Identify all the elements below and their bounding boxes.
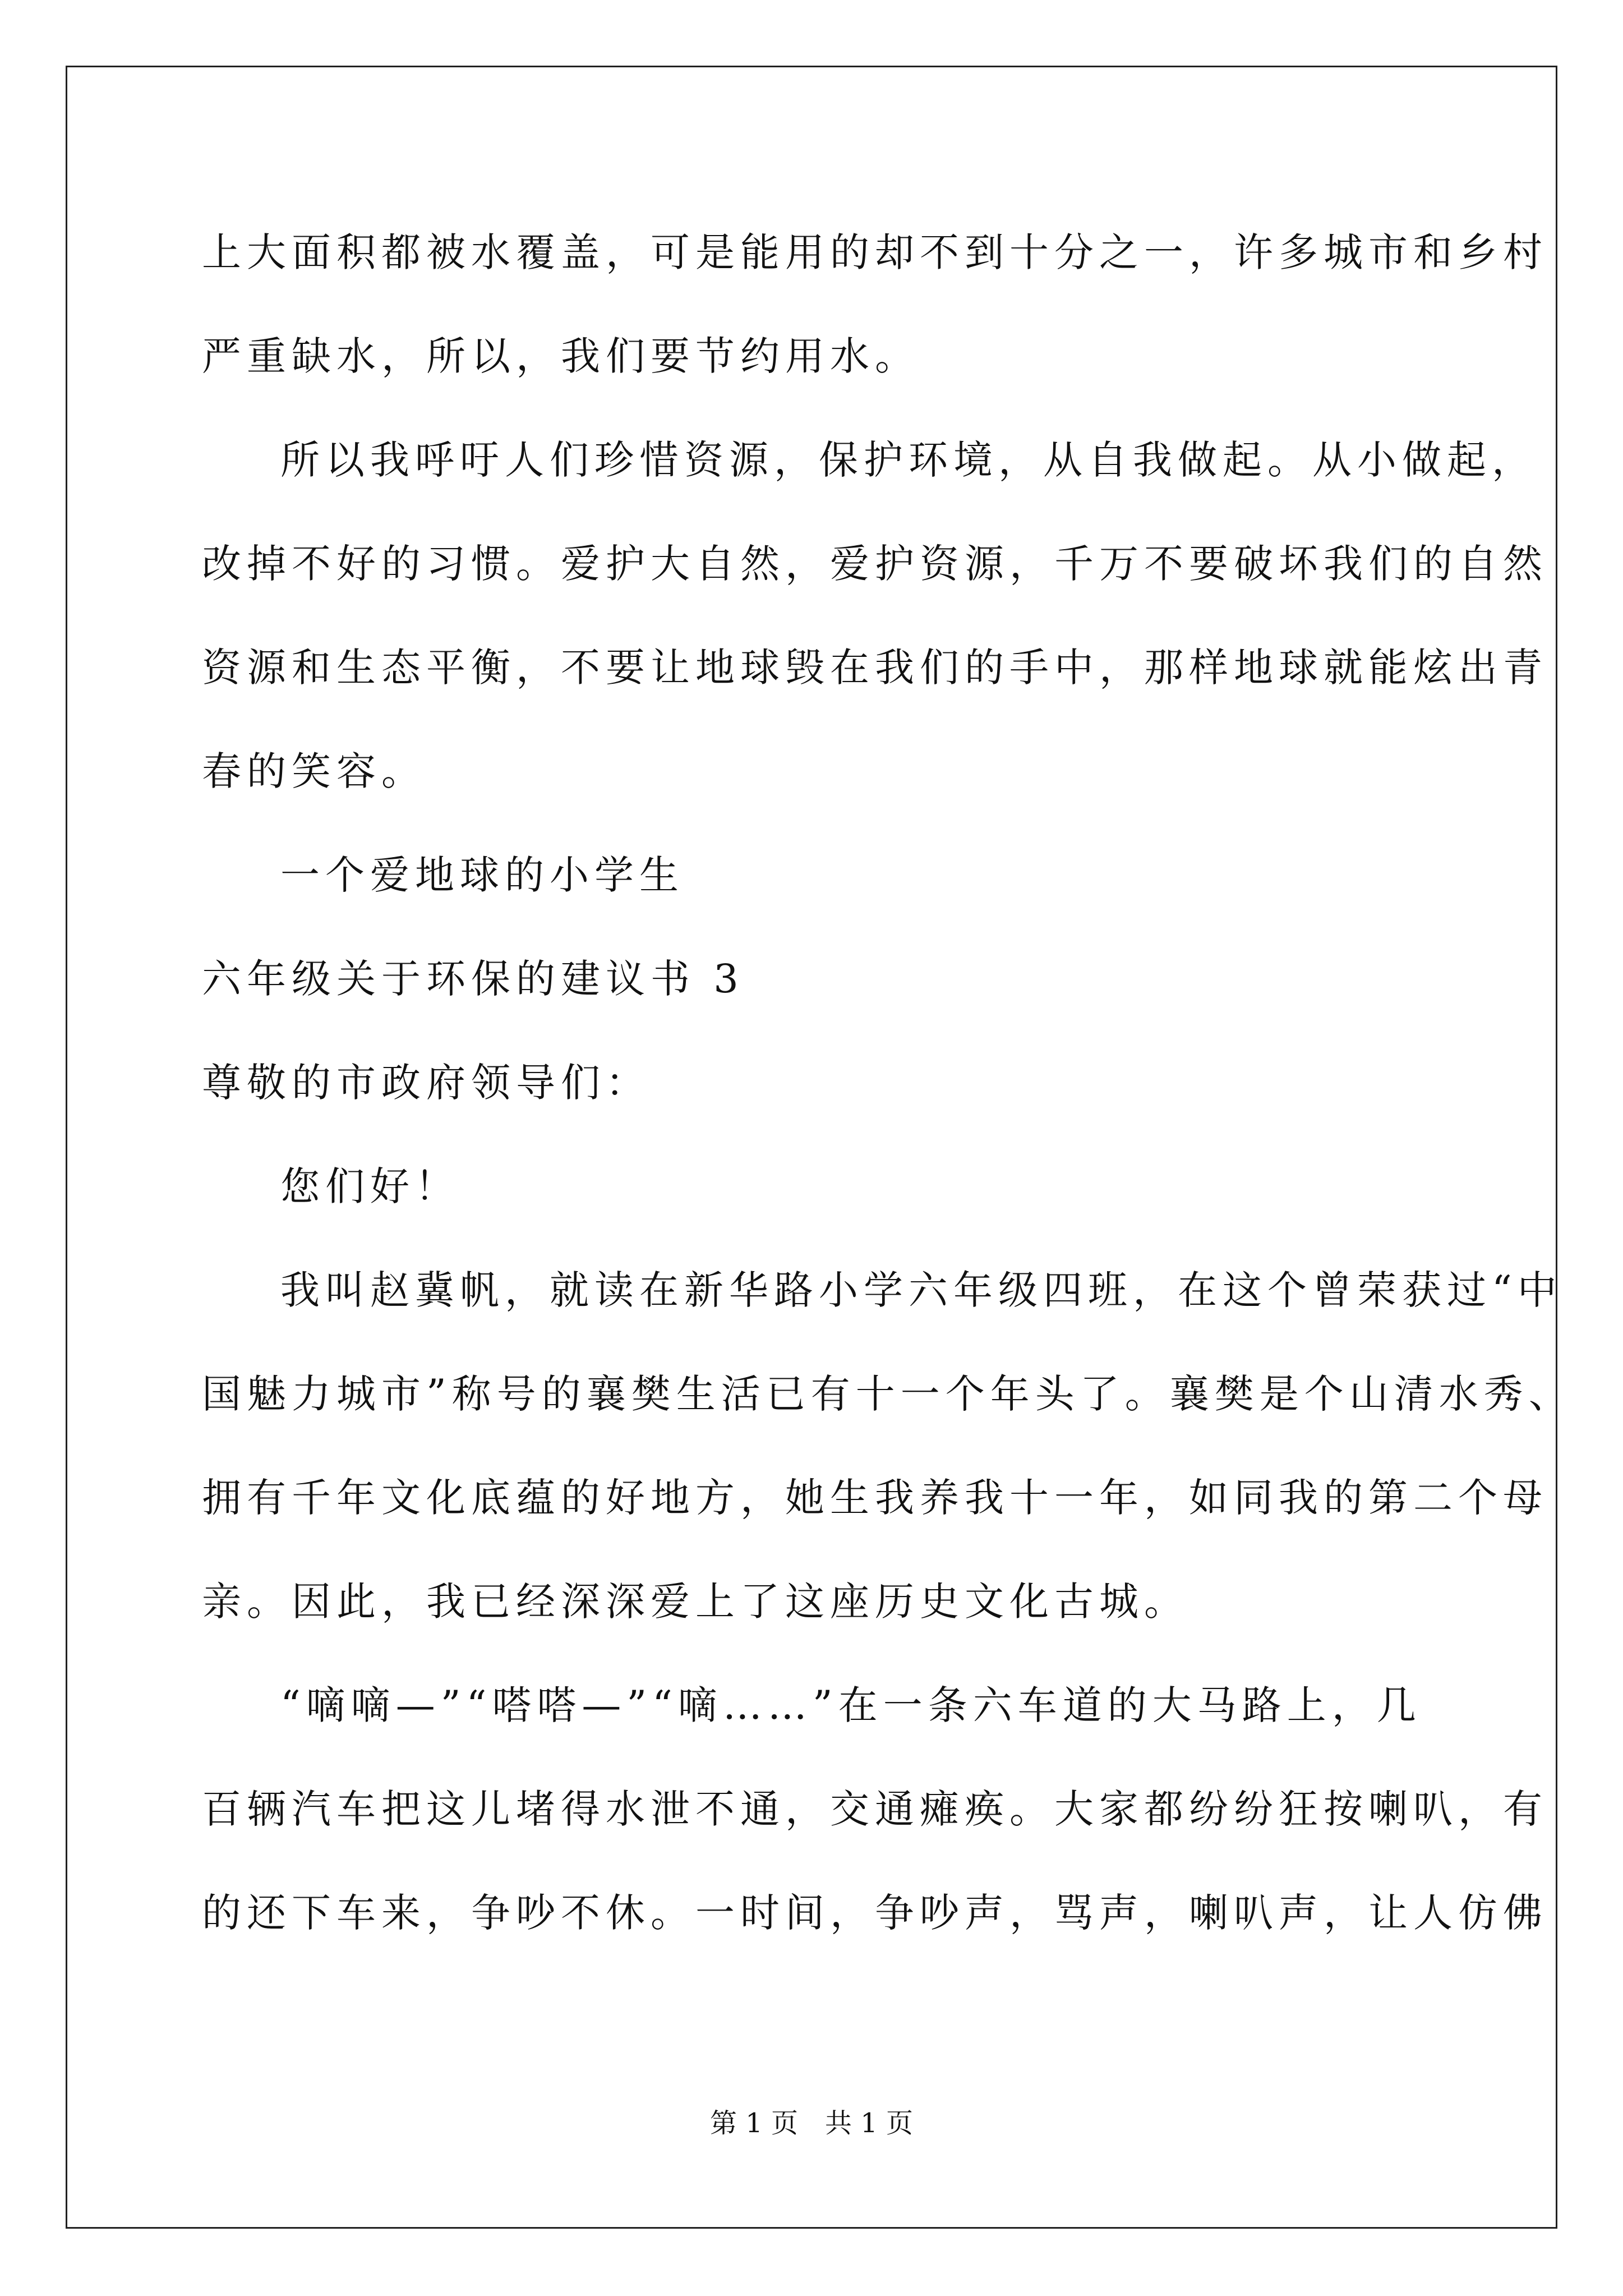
text-line: 严重缺水，所以，我们要节约用水。: [202, 333, 920, 379]
signature-line: 一个爱地球的小学生: [280, 852, 684, 898]
text-line: 改掉不好的习惯。爱护大自然，爱护资源，千万不要破坏我们的自然: [202, 541, 1548, 587]
text-line: 所以我呼吁人们珍惜资源，保护环境，从自我做起。从小做起，: [280, 437, 1537, 483]
text-line: 春的笑容。: [202, 748, 426, 794]
text-line: 上大面积都被水覆盖，可是能用的却不到十分之一，许多城市和乡村: [202, 229, 1548, 275]
text-line: 我叫赵冀帆，就读在新华路小学六年级四班，在这个曾荣获过“中: [280, 1267, 1562, 1313]
greeting: 您们好！: [280, 1163, 460, 1209]
page-number-footer: 第 1 页 共 1 页: [709, 2108, 914, 2139]
text-line: 拥有千年文化底蕴的好地方，她生我养我十一年，如同我的第二个母: [202, 1475, 1548, 1521]
text-line: 百辆汽车把这儿堵得水泄不通，交通瘫痪。大家都纷纷狂按喇叭，有: [202, 1786, 1548, 1832]
text-line: 资源和生态平衡，不要让地球毁在我们的手中，那样地球就能炫出青: [202, 645, 1548, 691]
salutation: 尊敬的市政府领导们：: [202, 1060, 651, 1106]
text-line: “嘀嘀—”“嗒嗒—”“嘀……”在一条六车道的大马路上，几: [280, 1682, 1422, 1728]
section-title: 六年级关于环保的建议书 3: [202, 956, 744, 1002]
text-line: 的还下车来，争吵不休。一时间，争吵声，骂声，喇叭声，让人仿佛: [202, 1890, 1548, 1936]
text-line: 国魅力城市”称号的襄樊生活已有十一个年头了。襄樊是个山清水秀、: [202, 1371, 1574, 1417]
text-line: 亲。因此，我已经深深爱上了这座历史文化古城。: [202, 1579, 1189, 1625]
